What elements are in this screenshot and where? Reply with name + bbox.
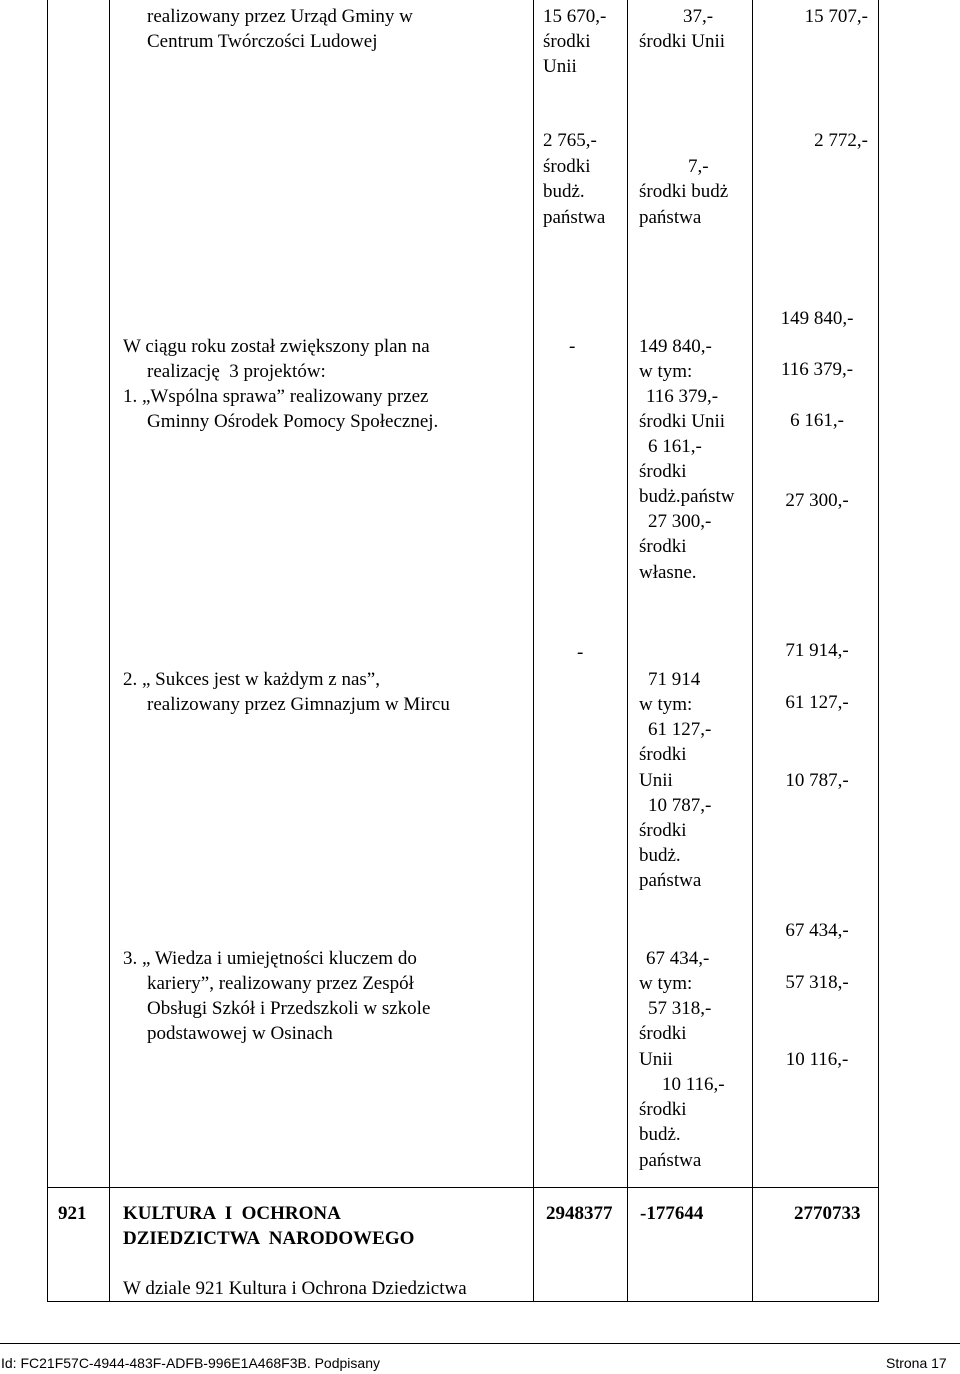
section-921-code: 921: [58, 1203, 87, 1224]
row-e-total-eu: 57 318,-: [785, 972, 849, 993]
row-e-col2-line-7: środki: [639, 1099, 687, 1120]
row-e-col2-line-6: 10 116,-: [662, 1074, 725, 1095]
row-e-col2-line-4: środki: [639, 1023, 687, 1044]
row-e-col2-line-5: Unii: [639, 1049, 673, 1070]
table-border-right: [878, 0, 879, 1302]
row-b-total: 2 772,-: [814, 130, 868, 151]
footer-rule: [0, 1343, 960, 1344]
row-a-col1-line-2: środki: [543, 31, 591, 52]
row-d-col2-line-6: 10 787,-: [648, 795, 712, 816]
table-row-divider-921: [47, 1187, 879, 1188]
section-921-plan: 2948377: [546, 1203, 613, 1224]
row-c-description-line-3: 1. „Wspólna sprawa” realizowany przez: [123, 386, 429, 407]
row-c-total-eu: 116 379,-: [780, 359, 854, 380]
row-c-col2-line-1: 149 840,-: [639, 336, 712, 357]
row-e-description-line-4: podstawowej w Osinach: [147, 1023, 333, 1044]
row-a-description-line-1: realizowany przez Urząd Gminy w: [147, 6, 413, 27]
row-b-col1-line-3: budż.: [543, 181, 585, 202]
row-d-description-line-2: realizowany przez Gimnazjum w Mircu: [147, 694, 450, 715]
row-d-col2-line-1: 71 914: [648, 669, 701, 690]
row-c-col2-line-6: środki: [639, 461, 687, 482]
row-c-col2-line-8: 27 300,-: [648, 511, 712, 532]
row-c-col2-line-9: środki: [639, 536, 687, 557]
row-e-description-line-3: Obsługi Szkół i Przedszkoli w szkole: [147, 998, 431, 1019]
row-e-total-state: 10 116,-: [785, 1049, 849, 1070]
table-divider-description: [533, 0, 534, 1302]
footer-document-id: Id: FC21F57C-4944-483F-ADFB-996E1A468F3B. Podpisany: [1, 1355, 380, 1371]
row-d-description-line-1: 2. „ Sukces jest w każdym z nas”,: [123, 669, 380, 690]
row-c-col2-line-5: 6 161,-: [648, 436, 702, 457]
row-e-col2-line-2: w tym:: [639, 973, 693, 994]
section-921-title-line-2: DZIEDZICTWA NARODOWEGO: [123, 1228, 415, 1249]
row-c-description-line-4: Gminny Ośrodek Pomocy Społecznej.: [147, 411, 439, 432]
row-d-col2-line-2: w tym:: [639, 694, 693, 715]
row-e-description-line-1: 3. „ Wiedza i umiejętności kluczem do: [123, 948, 417, 969]
row-d-total-state: 10 787,-: [785, 770, 849, 791]
row-d-col1: -: [577, 642, 584, 663]
row-a-col2-line-1: 37,-: [683, 6, 714, 27]
row-b-col2-line-1: 7,-: [688, 156, 709, 177]
row-e-col2-line-8: budż.: [639, 1124, 681, 1145]
row-b-col1-line-1: 2 765,-: [543, 130, 597, 151]
row-c-description-line-1: W ciągu roku został zwiększony plan na: [123, 336, 430, 357]
row-c-col2-line-4: środki Unii: [639, 411, 726, 432]
footer-page-number: Strona 17: [886, 1355, 947, 1371]
table-divider-col2: [752, 0, 753, 1302]
row-c-col1: -: [569, 336, 576, 357]
row-a-col1-line-3: Unii: [543, 56, 577, 77]
row-b-col2-line-3: państwa: [639, 207, 702, 228]
row-d-col2-line-7: środki: [639, 820, 687, 841]
row-c-col2-line-10: własne.: [639, 562, 697, 583]
row-c-total-state: 6 161,-: [790, 410, 844, 431]
table-divider-col1: [627, 0, 628, 1302]
row-d-col2-line-5: Unii: [639, 770, 673, 791]
row-c-total-own: 27 300,-: [785, 490, 849, 511]
row-e-col2-line-3: 57 318,-: [648, 998, 712, 1019]
section-921-note: W dziale 921 Kultura i Ochrona Dziedzictwa: [123, 1278, 467, 1299]
row-b-col1-line-2: środki: [543, 156, 591, 177]
section-921-change: -177644: [640, 1203, 704, 1224]
table-divider-code: [109, 0, 110, 1302]
row-c-col2-line-2: w tym:: [639, 361, 693, 382]
row-e-col2-line-1: 67 434,-: [646, 948, 710, 969]
row-c-total: 149 840,-: [780, 308, 854, 329]
row-a-description-line-2: Centrum Twórczości Ludowej: [147, 31, 378, 52]
row-a-col2-line-2: środki Unii: [639, 31, 726, 52]
row-d-total-eu: 61 127,-: [785, 692, 849, 713]
row-e-description-line-2: kariery”, realizowany przez Zespół: [147, 973, 414, 994]
section-921-total: 2770733: [794, 1203, 861, 1224]
row-d-col2-line-3: 61 127,-: [648, 719, 712, 740]
row-d-col2-line-9: państwa: [639, 870, 702, 891]
table-border-left: [47, 0, 48, 1302]
row-b-col2-line-2: środki budż: [639, 181, 729, 202]
row-b-col1-line-4: państwa: [543, 207, 606, 228]
row-d-col2-line-8: budż.: [639, 845, 681, 866]
row-a-total: 15 707,-: [804, 6, 868, 27]
row-c-col2-line-3: 116 379,-: [646, 386, 719, 407]
section-921-title-line-1: KULTURA I OCHRONA: [123, 1203, 341, 1224]
row-e-col2-line-9: państwa: [639, 1150, 702, 1171]
row-a-col1-line-1: 15 670,-: [543, 6, 607, 27]
row-e-total: 67 434,-: [785, 920, 849, 941]
row-d-total: 71 914,-: [785, 640, 849, 661]
row-c-description-line-2: realizację 3 projektów:: [147, 361, 326, 382]
row-c-col2-line-7: budż.państw: [639, 486, 735, 507]
row-d-col2-line-4: środki: [639, 744, 687, 765]
